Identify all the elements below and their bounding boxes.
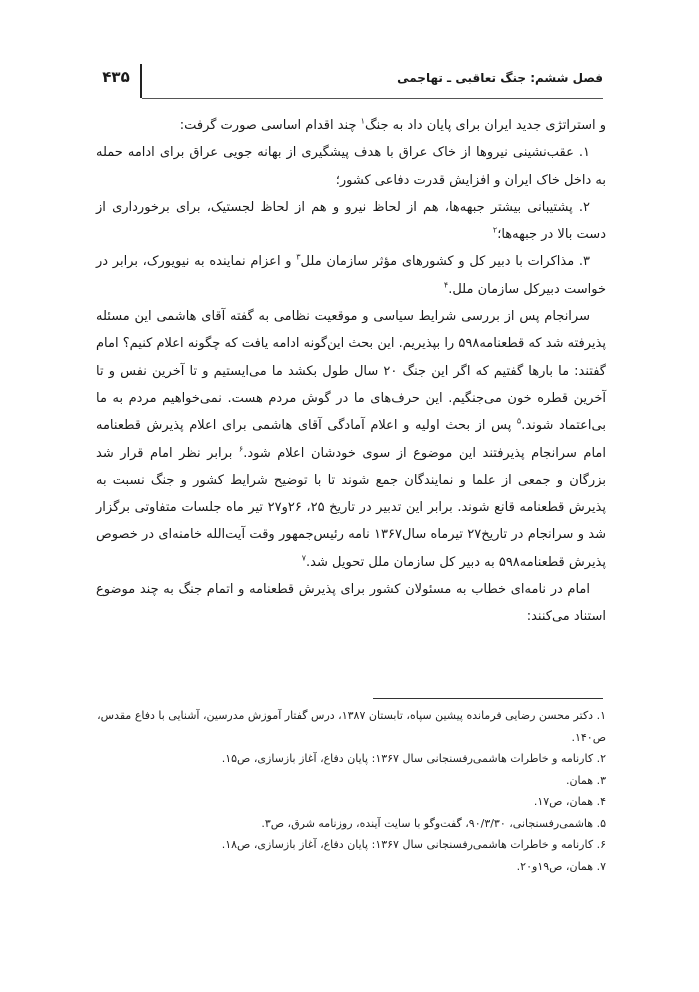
paragraph-text: و استراتژی جدید ایران برای پایان داد به جنگ — [364, 118, 606, 133]
footnote: ۱. دکتر محسن رضایی فرمانده پیشین سپاه، تابستان ۱۳۸۷، درس گفتار آموزش مدرسین، آشنایی با دفاع مقدس، ص۱۴۰. — [97, 709, 606, 744]
body-text — [96, 112, 606, 631]
paragraph-text: ۳. مذاکرات با دبیر کل و کشورهای مؤثر سازمان ملل — [300, 254, 590, 270]
list-item — [96, 194, 606, 249]
list-item — [96, 248, 606, 303]
footnote: ۴. همان، ص۱۷. — [533, 795, 606, 808]
page-header — [96, 62, 603, 102]
footnote: ۲. کارنامه و خاطرات هاشمی‌رفسنجانی سال ۱۳۶۷: پایان دفاع، آغاز بازسازی، ص۱۵. — [221, 752, 606, 765]
footnote-rule — [373, 698, 603, 699]
paragraph-text: ۱. عقب‌نشینی نیروها از خاک عراق با هدف پیشگیری از بهانه جویی عراق برای ادامه حمله به داخل خاک ایران و افزایش قدرت دفاعی کشور؛ — [96, 145, 606, 188]
footnotes — [96, 705, 606, 877]
paragraph-text: برابر نظر امام قرار شد بزرگان و جمعی از علما و نمایندگان جمع شوند تا با توضیح شرایط کشور و جنگ نسبت به پذیرش قطعنامه قانع شوند. برابر این تدبیر در تاریخ ۲۵، ۲۶و۲۷ تیر ماه جلسات متفاوتی برگزار شد و سرانجام در تاریخ۲۷ تیرماه سال۱۳۶۷ نامه رئیس‌جمهور وقت آیت‌الله خامنه‌ای در خصوص پذیرش قطعنامه۵۹۸ به دبیر کل سازمان ملل تحویل شد. — [96, 445, 607, 570]
paragraph — [96, 303, 606, 576]
header-separator — [140, 64, 142, 98]
footnote-ref: ۳ — [296, 253, 301, 263]
paragraph-text: ۲. پشتیبانی بیشتر جبهه‌ها، هم از لحاظ نیرو و هم از لحاظ لجستیک، برای برخورداری از دست بالا در جبهه‌ها؛ — [96, 199, 606, 243]
footnote-ref: ۱ — [360, 116, 365, 126]
footnote-ref: ۶ — [238, 444, 244, 454]
paragraph-text: پس از بحث اولیه و اعلام آمادگی آقای هاشمی برای اعلام پذیرش قطعنامه امام سرانجام پذیرفتند این موضوع از سوی خودشان اعلام شود. — [96, 418, 606, 461]
footnote-ref: ۷ — [301, 553, 307, 563]
paragraph-intro — [96, 112, 606, 139]
footnote: ۵. هاشمی‌رفسنجانی، ۹۰/۳/۳۰، گفت‌وگو با سایت آینده، روزنامه شرق، ص۳. — [261, 816, 606, 830]
paragraph-text: امام در نامه‌ای خطاب به مسئولان کشور برای پذیرش قطعنامه و اتمام جنگ به چند موضوع استناد می‌کنند: — [96, 582, 606, 625]
footnote-ref: ۵ — [516, 416, 522, 426]
footnote: ۷. همان، ص۱۹و۲۰. — [516, 859, 606, 873]
paragraph-text: و اعزام نماینده به نیویورک، برابر در خواست دبیرکل سازمان ملل. — [96, 254, 606, 297]
footnote: ۶. کارنامه و خاطرات هاشمی‌رفسنجانی سال ۱۳۶۷: پایان دفاع، آغاز بازسازی، ص۱۸. — [221, 838, 606, 851]
paragraph-text: سرانجام پس از بررسی شرایط سیاسی و موقعیت نظامی به گفته آقای هاشمی این مسئله پذیرفته شد که قطعنامه۵۹۸ را بپذیریم. این بحث این‌گونه ادامه یافت که چگونه اعلام کنیم؟ امام گفتند: ما بارها گفتیم که اگر این جنگ ۲۰ سال طول بکشد ما می‌ایستیم و تا آخرین نفس و تا آخرین قطره خون می‌جنگیم. این حرف‌های ما در گوش مردم هست. نمی‌خواهیم مردم به ما بی‌اعتماد شوند. — [96, 309, 607, 434]
paragraph-text: چند اقدام اساسی صورت گرفت: — [179, 118, 361, 133]
footnote: ۳. همان. — [565, 773, 606, 787]
chapter-title: فصل ششم: جنگ تعاقبی ـ تهاجمی — [397, 71, 603, 85]
header-rule — [142, 98, 603, 99]
page-number: ۴۳۵ — [102, 68, 130, 86]
footnote-ref: ۴ — [443, 280, 449, 290]
list-item — [96, 139, 606, 194]
paragraph — [96, 576, 606, 631]
footnote-ref: ۲ — [492, 225, 498, 235]
